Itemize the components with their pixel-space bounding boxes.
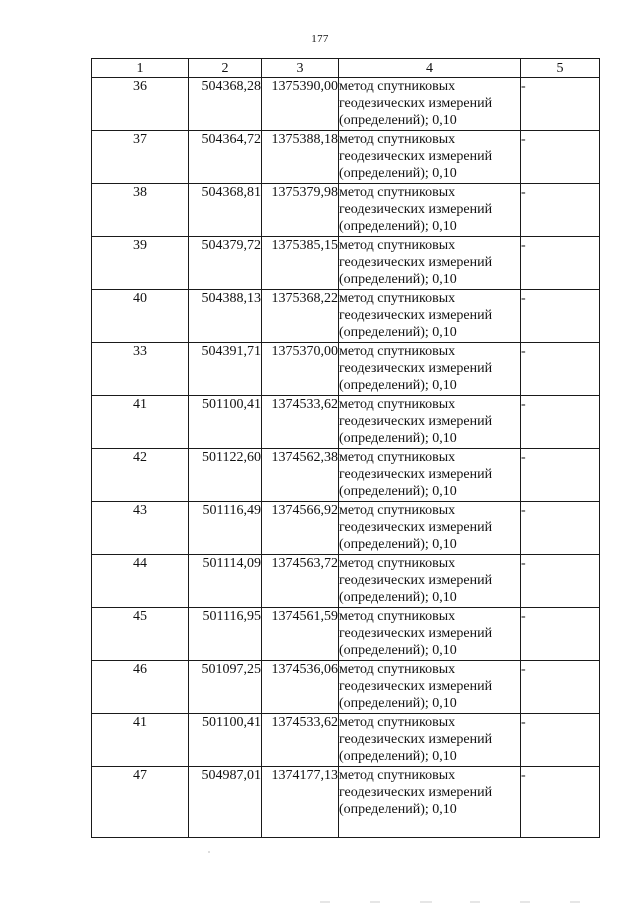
method-line-2: геодезических измерений — [339, 785, 493, 800]
x-coordinate-cell: 504987,01 — [189, 767, 262, 838]
method-line-2: геодезических измерений — [339, 149, 493, 164]
point-number-cell: 41 — [92, 714, 189, 767]
x-coordinate-cell: 504364,72 — [189, 131, 262, 184]
method-cell — [339, 343, 521, 396]
method-line-1: метод спутниковых — [339, 768, 456, 783]
y-coordinate-cell: 1374533,62 — [262, 714, 339, 767]
x-coordinate-cell: 504368,81 — [189, 184, 262, 237]
table-row — [92, 290, 600, 343]
method-line-1: метод спутниковых — [339, 609, 456, 624]
method-line-2: геодезических измерений — [339, 467, 493, 482]
x-coordinate-cell: 504391,71 — [189, 343, 262, 396]
method-line-1: метод спутниковых — [339, 132, 456, 147]
method-line-2: геодезических измерений — [339, 96, 493, 111]
method-cell — [339, 608, 521, 661]
point-number-cell: 41 — [92, 396, 189, 449]
point-number-cell: 40 — [92, 290, 189, 343]
method-cell — [339, 290, 521, 343]
column-5-cell: - — [521, 237, 600, 290]
x-coordinate-cell: 501100,41 — [189, 396, 262, 449]
method-line-3: (определений); 0,10 — [339, 537, 457, 552]
x-coordinate-cell: 501116,49 — [189, 502, 262, 555]
x-coordinate-cell: 504379,72 — [189, 237, 262, 290]
method-line-1: метод спутниковых — [339, 291, 456, 306]
method-cell — [339, 131, 521, 184]
method-line-2: геодезических измерений — [339, 308, 493, 323]
header-row — [92, 59, 600, 78]
method-line-3: (определений); 0,10 — [339, 378, 457, 393]
table-body — [92, 78, 600, 838]
method-line-3: (определений); 0,10 — [339, 166, 457, 181]
y-coordinate-cell: 1374561,59 — [262, 608, 339, 661]
y-coordinate-cell: 1375379,98 — [262, 184, 339, 237]
method-cell — [339, 555, 521, 608]
method-line-2: геодезических измерений — [339, 255, 493, 270]
table-row — [92, 661, 600, 714]
y-coordinate-cell: 1374536,06 — [262, 661, 339, 714]
table-header — [92, 59, 600, 78]
method-line-3: (определений); 0,10 — [339, 484, 457, 499]
method-line-1: метод спутниковых — [339, 556, 456, 571]
method-line-1: метод спутниковых — [339, 662, 456, 677]
header-col-1: 1 — [92, 59, 189, 78]
point-number-cell: 42 — [92, 449, 189, 502]
point-number-cell: 45 — [92, 608, 189, 661]
point-number-cell: 39 — [92, 237, 189, 290]
method-line-3: (определений); 0,10 — [339, 219, 457, 234]
table-row — [92, 608, 600, 661]
y-coordinate-cell: 1374563,72 — [262, 555, 339, 608]
column-5-cell: - — [521, 661, 600, 714]
table-row — [92, 555, 600, 608]
method-line-3: (определений); 0,10 — [339, 325, 457, 340]
column-5-cell: - — [521, 131, 600, 184]
y-coordinate-cell: 1374562,38 — [262, 449, 339, 502]
y-coordinate-cell: 1375368,22 — [262, 290, 339, 343]
table-row — [92, 449, 600, 502]
point-number-cell: 36 — [92, 78, 189, 131]
table-row — [92, 343, 600, 396]
method-line-3: (определений); 0,10 — [339, 696, 457, 711]
method-line-2: геодезических измерений — [339, 414, 493, 429]
method-line-3: (определений); 0,10 — [339, 749, 457, 764]
x-coordinate-cell: 501116,95 — [189, 608, 262, 661]
method-cell — [339, 661, 521, 714]
y-coordinate-cell: 1374177,13 — [262, 767, 339, 838]
x-coordinate-cell: 501122,60 — [189, 449, 262, 502]
point-number-cell: 38 — [92, 184, 189, 237]
table-row — [92, 131, 600, 184]
method-line-3: (определений); 0,10 — [339, 272, 457, 287]
table-row — [92, 767, 600, 838]
y-coordinate-cell: 1375388,18 — [262, 131, 339, 184]
method-line-3: (определений); 0,10 — [339, 590, 457, 605]
column-5-cell: - — [521, 502, 600, 555]
method-line-2: геодезических измерений — [339, 573, 493, 588]
column-5-cell: - — [521, 78, 600, 131]
column-5-cell: - — [521, 449, 600, 502]
x-coordinate-cell: 501114,09 — [189, 555, 262, 608]
method-line-3: (определений); 0,10 — [339, 113, 457, 128]
header-col-5: 5 — [521, 59, 600, 78]
column-5-cell: - — [521, 767, 600, 838]
method-line-2: геодезических измерений — [339, 361, 493, 376]
method-line-1: метод спутниковых — [339, 344, 456, 359]
method-line-3: (определений); 0,10 — [339, 802, 457, 817]
point-number-cell: 37 — [92, 131, 189, 184]
table-row — [92, 184, 600, 237]
method-line-1: метод спутниковых — [339, 715, 456, 730]
table-row — [92, 714, 600, 767]
x-coordinate-cell: 501097,25 — [189, 661, 262, 714]
column-5-cell: - — [521, 608, 600, 661]
method-line-2: геодезических измерений — [339, 520, 493, 535]
column-5-cell: - — [521, 343, 600, 396]
column-5-cell: - — [521, 555, 600, 608]
method-line-2: геодезических измерений — [339, 626, 493, 641]
method-line-2: геодезических измерений — [339, 202, 493, 217]
method-line-3: (определений); 0,10 — [339, 431, 457, 446]
method-line-1: метод спутниковых — [339, 503, 456, 518]
method-cell — [339, 396, 521, 449]
y-coordinate-cell: 1374566,92 — [262, 502, 339, 555]
x-coordinate-cell: 504388,13 — [189, 290, 262, 343]
column-5-cell: - — [521, 396, 600, 449]
y-coordinate-cell: 1375390,00 — [262, 78, 339, 131]
method-cell — [339, 502, 521, 555]
column-5-cell: - — [521, 290, 600, 343]
point-number-cell: 33 — [92, 343, 189, 396]
method-line-1: метод спутниковых — [339, 79, 456, 94]
method-cell — [339, 714, 521, 767]
method-line-1: метод спутниковых — [339, 238, 456, 253]
method-line-1: метод спутниковых — [339, 397, 456, 412]
table-row — [92, 78, 600, 131]
table-row — [92, 237, 600, 290]
point-number-cell: 43 — [92, 502, 189, 555]
method-line-1: метод спутниковых — [339, 185, 456, 200]
method-line-1: метод спутниковых — [339, 450, 456, 465]
header-col-2: 2 — [189, 59, 262, 78]
y-coordinate-cell: 1374533,62 — [262, 396, 339, 449]
method-cell — [339, 237, 521, 290]
header-col-4: 4 — [339, 59, 521, 78]
method-cell — [339, 449, 521, 502]
header-col-3: 3 — [262, 59, 339, 78]
table-row — [92, 396, 600, 449]
point-number-cell: 47 — [92, 767, 189, 838]
point-number-cell: 46 — [92, 661, 189, 714]
method-line-3: (определений); 0,10 — [339, 643, 457, 658]
point-number-cell: 44 — [92, 555, 189, 608]
coordinates-table — [91, 58, 600, 838]
method-line-2: геодезических измерений — [339, 732, 493, 747]
page-number: 177 — [311, 33, 329, 45]
x-coordinate-cell: 504368,28 — [189, 78, 262, 131]
method-cell — [339, 78, 521, 131]
y-coordinate-cell: 1375370,00 — [262, 343, 339, 396]
x-coordinate-cell: 501100,41 — [189, 714, 262, 767]
table-row — [92, 502, 600, 555]
y-coordinate-cell: 1375385,15 — [262, 237, 339, 290]
method-line-2: геодезических измерений — [339, 679, 493, 694]
column-5-cell: - — [521, 184, 600, 237]
column-5-cell: - — [521, 714, 600, 767]
method-cell — [339, 767, 521, 838]
method-cell — [339, 184, 521, 237]
